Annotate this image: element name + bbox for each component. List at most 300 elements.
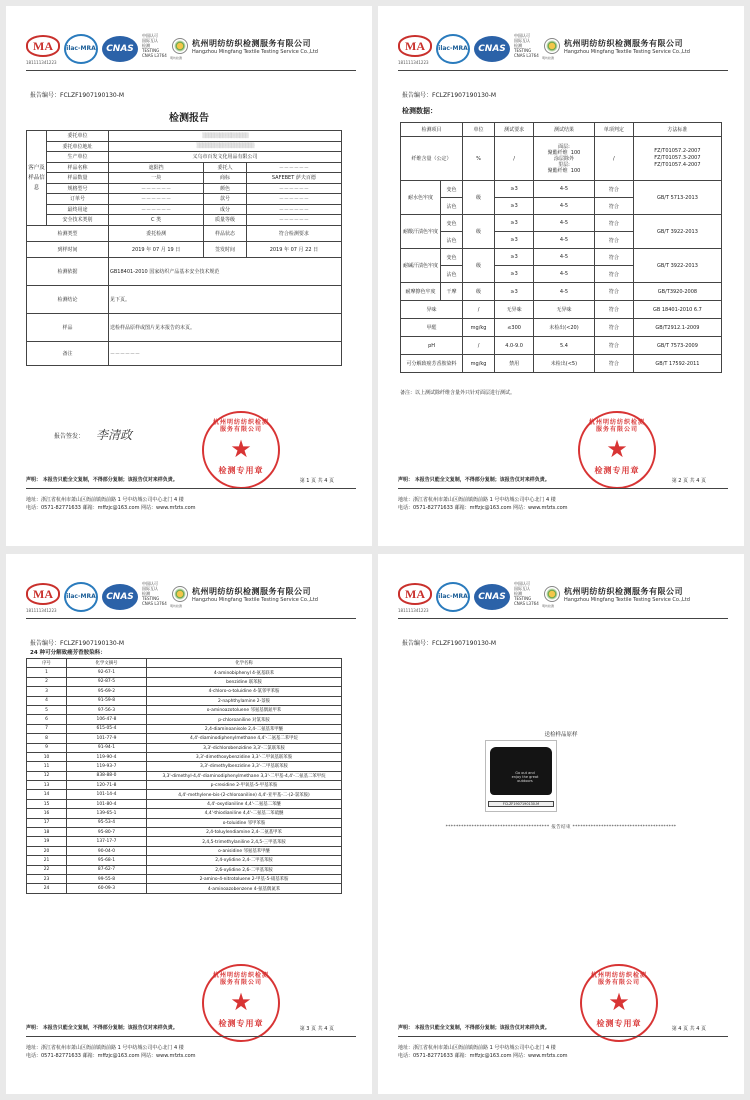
test-basis: GB18401-2010 国家纺织产品基本安全技术规范 <box>109 257 342 285</box>
judgement: 符合 <box>594 266 633 283</box>
field-label: 委托单位 <box>47 131 109 142</box>
field-value: －－－－－－ <box>109 194 204 205</box>
judgement: 符合 <box>594 249 633 266</box>
field-value: 一块 <box>109 173 204 184</box>
test-item: 耐碱汗渍色牢度 <box>401 249 441 283</box>
cma-logo: MA <box>398 583 432 605</box>
stamp-ring-text: 杭州明纺纺织检测服务有限公司 <box>212 419 269 433</box>
client-name-redacted: ▒▒▒▒▒▒▒▒▒▒▒▒▒▒▒▒ <box>109 131 342 142</box>
client-sample-table <box>26 130 342 366</box>
test-item: 甲醛 <box>401 319 463 337</box>
mingfang-logo-text: 明坊检测 <box>542 56 555 60</box>
cma-number: 181111341223 <box>26 60 57 65</box>
judgement: / <box>594 137 633 181</box>
sub-item: 变色 <box>441 181 463 198</box>
cas-number: 91-59-8 <box>67 696 147 705</box>
cas-number: 60-09-3 <box>67 884 147 893</box>
cas-number: 120-71-8 <box>67 781 147 790</box>
row-number: 17 <box>27 818 67 827</box>
declaration: 声明： 本报告只能全文复制，不得部分复制；该报告仅对来样负责。 <box>26 477 178 483</box>
cnas-logo: CNAS <box>474 36 510 62</box>
cas-number: 101-77-9 <box>67 734 147 743</box>
letterhead <box>398 580 728 614</box>
cas-number: 95-80-7 <box>67 828 147 837</box>
stamp-seal-text: 检测专用章 <box>594 466 640 475</box>
mingfang-logo-text: 明坊检测 <box>170 56 183 60</box>
company-name-en: Hangzhou Mingfang Textile Testing Service Co.,Ltd <box>564 597 690 603</box>
field-value: C 类 <box>109 215 204 226</box>
field-label: 检测结论 <box>27 285 109 313</box>
field-label: 款号 <box>204 194 247 205</box>
cma-logo: MA <box>398 35 432 57</box>
chemical-name: 4-chloro-o-toluidine 4-氯邻甲苯胺 <box>147 687 342 696</box>
report-end-marker: **************************************** 报告结束 **************************************** <box>445 825 677 830</box>
chemical-name: 4-aminobiphenyl 4-氨基联苯 <box>147 668 342 677</box>
ilac-mra-logo: ilac-MRA <box>436 582 470 612</box>
unit: 级 <box>463 283 495 301</box>
field-value: 委托检测 <box>109 225 204 241</box>
table-row <box>27 762 342 771</box>
field-label: 商标 <box>204 173 247 184</box>
company-name-en: Hangzhou Mingfang Textile Testing Service Co.,Ltd <box>564 49 690 55</box>
cas-number: 99-55-8 <box>67 874 147 883</box>
cas-number: 615-05-4 <box>67 724 147 733</box>
ilac-mra-logo: ilac-MRA <box>64 34 98 64</box>
signature: 李清政 <box>96 428 133 442</box>
chemical-name: o-toluidine 邻甲苯胺 <box>147 818 342 827</box>
footer-divider <box>26 488 356 489</box>
chemical-name: 2-amino-4-nitrotoluene 2-甲基-5-硝基苯胺 <box>147 874 342 883</box>
field-value: －－－－－－ <box>246 204 341 215</box>
field-label: 检测依据 <box>27 257 109 285</box>
chemical-name: p-chloroaniline 对氯苯胺 <box>147 715 342 724</box>
requirement: / <box>495 137 534 181</box>
table-row <box>27 809 342 818</box>
footer-divider <box>398 1036 728 1037</box>
report-page-4 <box>378 554 744 1094</box>
chemical-name: o-aminoazotoluene 邻氨基偶氮甲苯 <box>147 705 342 714</box>
row-number: 14 <box>27 790 67 799</box>
row-number: 21 <box>27 856 67 865</box>
footer-address: 地址：浙江省杭州市萧山区衙前镇衙前路 1 号中纺城公司中心北门 4 楼 电话：0571-82771633 邮箱：mffzjc@163.com 网站：www.mfzts.com <box>26 1045 196 1059</box>
standard: GB/T 7573-2009 <box>633 337 721 355</box>
declaration: 声明： 本报告只能全文复制，不得部分复制；该报告仅对来样负责。 <box>26 1025 178 1031</box>
ilac-mra-logo: ilac-MRA <box>64 582 98 612</box>
test-item: 耐摩擦色牢度 <box>401 283 441 301</box>
judgement: 符合 <box>594 337 633 355</box>
cma-logo: MA <box>26 35 60 57</box>
cas-number: 91-94-1 <box>67 743 147 752</box>
field-label: 样品 <box>27 313 109 341</box>
field-value: SAFEBET 萨夫百德 <box>246 173 341 184</box>
row-number: 3 <box>27 687 67 696</box>
test-item: 异味 <box>401 301 463 319</box>
company-name-cn: 杭州明纺纺织检测服务有限公司 <box>192 587 311 596</box>
chemical-name: 4-aminoazobenzene 4-氨基偶氮苯 <box>147 884 342 893</box>
declaration: 声明： 本报告只能全文复制，不得部分复制；该报告仅对来样负责。 <box>398 477 550 483</box>
cas-number: 106-47-8 <box>67 715 147 724</box>
table-row <box>27 677 342 686</box>
row-number: 10 <box>27 752 67 761</box>
column-header: 方法标准 <box>633 123 721 137</box>
column-header: 测试要求 <box>495 123 534 137</box>
table-row <box>27 884 342 893</box>
test-conclusion: 见下页。 <box>109 285 342 313</box>
chemical-name: 2,4-toluylendiamine 2,4-二氨基甲苯 <box>147 828 342 837</box>
results-note: 备注：以上测试除纤维含量外只针对面层进行测试。 <box>400 390 516 396</box>
mingfang-logo-icon <box>544 38 560 54</box>
star-icon: ★ <box>608 988 630 1016</box>
cas-number: 838-88-0 <box>67 771 147 780</box>
chemical-name: p-cresidine 2-甲氧基-5-甲基苯胺 <box>147 781 342 790</box>
table-row <box>27 846 342 855</box>
report-page-2 <box>378 6 744 546</box>
stamp-ring-text: 杭州明纺纺织检测服务有限公司 <box>588 419 645 433</box>
data-heading: 检测数据： <box>402 107 437 115</box>
company-name-cn: 杭州明纺纺织检测服务有限公司 <box>564 587 683 596</box>
field-value: －－－－－－ <box>246 183 341 194</box>
header-divider <box>26 618 356 619</box>
row-number: 13 <box>27 781 67 790</box>
sample-note: 送检样品原样或图片见本报告的末页。 <box>109 313 342 341</box>
requirement: ≥3 <box>495 215 534 232</box>
letterhead <box>398 32 728 66</box>
unit: % <box>463 137 495 181</box>
chemical-name: 2-naphthylamine 2-萘胺 <box>147 696 342 705</box>
cma-logo: MA <box>26 583 60 605</box>
field-label: 到样时间 <box>27 241 109 257</box>
footer-address: 地址：浙江省杭州市萧山区衙前镇衙前路 1 号中纺城公司中心北门 4 楼 电话：0571-82771633 邮箱：mffzjc@163.com 网站：www.mfzts.com <box>398 1045 568 1059</box>
table-row <box>27 818 342 827</box>
page-number: 第 1 页 共 4 页 <box>299 478 334 484</box>
chemical-name: 2,4-xylidine 2,4-二甲基苯胺 <box>147 856 342 865</box>
requirement: ≥3 <box>495 232 534 249</box>
cnas-logo: CNAS <box>102 584 138 610</box>
report-page-3 <box>6 554 372 1094</box>
row-number: 18 <box>27 828 67 837</box>
result: 4-5 <box>534 249 595 266</box>
field-label: 委托单位地址 <box>47 141 109 152</box>
table-row <box>27 837 342 846</box>
mingfang-logo-text: 明坊检测 <box>542 604 555 608</box>
field-value: －－－－－－ <box>246 194 341 205</box>
letterhead <box>26 32 356 66</box>
chemical-name: 2,4,5-trimethylaniline 2,4,5-三甲基苯胺 <box>147 837 342 846</box>
result: 4-5 <box>534 266 595 283</box>
sample-photo-caption: 送检样品原样 <box>544 732 578 738</box>
cas-number: 95-68-1 <box>67 856 147 865</box>
table-row <box>27 874 342 883</box>
page-number: 第 4 页 共 4 页 <box>671 1026 706 1032</box>
row-number: 16 <box>27 809 67 818</box>
standard: GB/T 5713-2013 <box>633 181 721 215</box>
cas-number: 87-62-7 <box>67 865 147 874</box>
row-number: 12 <box>27 771 67 780</box>
stamp-seal-text: 检测专用章 <box>596 1019 642 1028</box>
chemical-name: 4,4'-oxydianiline 4,4'-二氨基二苯醚 <box>147 799 342 808</box>
field-value: －－－－－－ <box>246 162 341 173</box>
row-number: 8 <box>27 734 67 743</box>
cnas-logo: CNAS <box>474 584 510 610</box>
column-header: 序号 <box>27 659 67 668</box>
column-header: 测试结果 <box>534 123 595 137</box>
table-row <box>27 781 342 790</box>
row-number: 20 <box>27 846 67 855</box>
side-label: 客户及样品信息 <box>27 131 47 226</box>
judgement: 符合 <box>594 198 633 215</box>
client-address-redacted: ▒▒▒▒▒▒▒▒▒▒▒▒▒▒▒▒▒▒▒▒ <box>109 141 342 152</box>
unit: / <box>463 301 495 319</box>
field-label: 成分 <box>204 204 247 215</box>
cas-number: 97-56-3 <box>67 705 147 714</box>
requirement: ≥3 <box>495 283 534 301</box>
mingfang-logo-icon <box>172 38 188 54</box>
report-number: 报告编号：FCLZF1907190130-M <box>402 640 497 647</box>
amines-table-body <box>27 668 342 893</box>
result: 5.4 <box>534 337 595 355</box>
field-label: 样品状态 <box>204 225 247 241</box>
mingfang-logo-icon <box>172 586 188 602</box>
field-value: 符合检测要求 <box>246 225 341 241</box>
field-value: －－－－－－ <box>246 215 341 226</box>
unit: mg/kg <box>463 319 495 337</box>
table-row <box>27 771 342 780</box>
table-row <box>27 668 342 677</box>
header-divider <box>398 70 728 71</box>
table-row <box>27 752 342 761</box>
footer-address: 地址：浙江省杭州市萧山区衙前镇衙前路 1 号中纺城公司中心北门 4 楼 电话：0571-82771633 邮箱：mffzjc@163.com 网站：www.mfzts.com <box>398 497 568 511</box>
report-title: 检测报告 <box>169 113 209 124</box>
stamp-ring-text: 杭州明纺纺织检测服务有限公司 <box>212 972 269 986</box>
mingfang-logo-icon <box>544 586 560 602</box>
unit: 级 <box>463 215 495 249</box>
field-label: 委托人 <box>204 162 247 173</box>
judgement: 符合 <box>594 232 633 249</box>
cas-number: 92-67-1 <box>67 668 147 677</box>
table-row <box>27 799 342 808</box>
stamp-seal-text: 检测专用章 <box>218 1019 264 1028</box>
row-number: 23 <box>27 874 67 883</box>
field-label: 质量等级 <box>204 215 247 226</box>
result: 4-5 <box>534 181 595 198</box>
standard: GB/T3920-2008 <box>633 283 721 301</box>
chemical-name: 4,4'-thiodianiline 4,4'-二氨基二苯硫醚 <box>147 809 342 818</box>
fiber-result: 面层: 聚酯纤维 100 涂层除外 里层: 聚酯纤维 100 <box>534 137 595 181</box>
cas-number: 101-14-4 <box>67 790 147 799</box>
cas-number: 119-93-7 <box>67 762 147 771</box>
field-label: 安全技术类别 <box>47 215 109 226</box>
standard: GB/T 3922-2013 <box>633 249 721 283</box>
row-number: 22 <box>27 865 67 874</box>
field-label: 规格型号 <box>47 183 109 194</box>
cnas-info: 中国认可 国际互认 检测 TESTING CNAS L3764 <box>514 33 539 58</box>
judgement: 符合 <box>594 355 633 373</box>
standard: GB/T 17592-2011 <box>633 355 721 373</box>
chemical-name: 2,4-diaminoanisole 2,4-二氨基苯甲醚 <box>147 724 342 733</box>
cas-number: 90-04-0 <box>67 846 147 855</box>
table-row <box>27 856 342 865</box>
result: 4-5 <box>534 232 595 249</box>
signer-label: 报告签发： <box>54 433 85 440</box>
table-row <box>27 743 342 752</box>
column-header: 检测项目 <box>401 123 463 137</box>
unit: 级 <box>463 181 495 215</box>
field-label: 最终用途 <box>47 204 109 215</box>
field-label: 颜色 <box>204 183 247 194</box>
judgement: 符合 <box>594 283 633 301</box>
field-value: －－－－－－ <box>109 183 204 194</box>
judgement: 符合 <box>594 301 633 319</box>
test-item: pH <box>401 337 463 355</box>
stamp-ring-text: 杭州明纺纺织检测服务有限公司 <box>590 972 647 986</box>
requirement: ≥3 <box>495 198 534 215</box>
unit: 级 <box>463 249 495 283</box>
test-item: 可分解致癌芳香胺染料 <box>401 355 463 373</box>
table-row <box>27 687 342 696</box>
row-number: 11 <box>27 762 67 771</box>
requirement: ≤300 <box>495 319 534 337</box>
chemical-name: 4,4'-methylene-bis-(2-chloroaniline) 4,4'-亚甲基-二-(2-氯苯胺) <box>147 790 342 799</box>
row-number: 9 <box>27 743 67 752</box>
page-number: 第 3 页 共 4 页 <box>299 1026 334 1032</box>
report-number: 报告编号：FCLZF1907190130-M <box>30 640 125 647</box>
field-label: 生产单位 <box>47 152 109 163</box>
footer-divider <box>398 488 728 489</box>
stamp-seal-text: 检测专用章 <box>218 466 264 475</box>
cnas-info: 中国认可 国际互认 检测 TESTING CNAS L3764 <box>514 581 539 606</box>
cnas-logo: CNAS <box>102 36 138 62</box>
star-icon: ★ <box>230 988 252 1016</box>
table-row <box>27 865 342 874</box>
ilac-mra-logo: ilac-MRA <box>436 34 470 64</box>
company-name-en: Hangzhou Mingfang Textile Testing Service Co.,Ltd <box>192 49 318 55</box>
result: 4-5 <box>534 283 595 301</box>
field-label: 订单号 <box>47 194 109 205</box>
field-label: 样品名称 <box>47 162 109 173</box>
column-header: 单项判定 <box>594 123 633 137</box>
cma-number: 181111341223 <box>26 608 57 613</box>
result: 未检出(<5) <box>534 355 595 373</box>
field-value: 遮阳挡 <box>109 162 204 173</box>
table-row <box>27 734 342 743</box>
table-row <box>27 715 342 724</box>
sample-label: FCLZF1907190130-M <box>488 801 554 807</box>
header-divider <box>26 70 356 71</box>
requirement: 4.0-9.0 <box>495 337 534 355</box>
judgement: 符合 <box>594 319 633 337</box>
standard: GB 18401-2010 6.7 <box>633 301 721 319</box>
field-label: 样品数量 <box>47 173 109 184</box>
sample-photo <box>485 740 557 812</box>
table-row <box>27 790 342 799</box>
requirement: 无异味 <box>495 301 534 319</box>
test-item: 耐水色牢度 <box>401 181 441 215</box>
declaration: 声明： 本报告只能全文复制，不得部分复制；该报告仅对来样负责。 <box>398 1025 550 1031</box>
chemical-name: 3,3'-dimethoxybenzidine 3,3'-二甲氧基联苯胺 <box>147 752 342 761</box>
requirement: ≥3 <box>495 181 534 198</box>
row-number: 7 <box>27 724 67 733</box>
standard: GB/T2912.1-2009 <box>633 319 721 337</box>
star-icon: ★ <box>230 435 252 463</box>
star-icon: ★ <box>606 435 628 463</box>
test-item: 耐酸汗渍色牢度 <box>401 215 441 249</box>
cnas-info: 中国认可 国际互认 检测 TESTING CNAS L3764 <box>142 33 167 58</box>
row-number: 15 <box>27 799 67 808</box>
cas-number: 137-17-7 <box>67 837 147 846</box>
chemical-name: 3,3'-dichlorobenzidine 3,3'-二氯联苯胺 <box>147 743 342 752</box>
row-number: 6 <box>27 715 67 724</box>
report-page-1 <box>6 6 372 546</box>
requirement: ≥3 <box>495 249 534 266</box>
chemical-name: 3,3'-dimethylbenzidine 3,3'-二甲基联苯胺 <box>147 762 342 771</box>
arrival-date: 2019 年 07 月 19 日 <box>109 241 204 257</box>
result: 4-5 <box>534 215 595 232</box>
row-number: 24 <box>27 884 67 893</box>
result: 无异味 <box>534 301 595 319</box>
cma-number: 181111341223 <box>398 60 429 65</box>
cas-number: 139-65-1 <box>67 809 147 818</box>
row-number: 1 <box>27 668 67 677</box>
manufacturer-value: 义乌市百发文化用品有限公司 <box>109 152 342 163</box>
unit: / <box>463 337 495 355</box>
standard: GB/T 3922-2013 <box>633 215 721 249</box>
table-row <box>27 828 342 837</box>
test-item: 纤维含量（公定） <box>401 137 463 181</box>
sub-item: 变色 <box>441 249 463 266</box>
company-name-cn: 杭州明纺纺织检测服务有限公司 <box>192 39 311 48</box>
report-number: 报告编号：FCLZF1907190130-M <box>402 92 497 99</box>
footer-divider <box>26 1036 356 1037</box>
sub-item: 沾色 <box>441 266 463 283</box>
sub-item: 干摩 <box>441 283 463 301</box>
report-number: 报告编号：FCLZF1907190130-M <box>30 92 125 99</box>
judgement: 符合 <box>594 215 633 232</box>
sub-item: 沾色 <box>441 232 463 249</box>
chemical-name: benzidine 联苯胺 <box>147 677 342 686</box>
unit: mg/kg <box>463 355 495 373</box>
bag-print-text: Go out and enjoy the great outdoors <box>511 771 539 783</box>
issue-date: 2019 年 07 月 22 日 <box>246 241 341 257</box>
field-value: －－－－－－ <box>109 204 204 215</box>
result: 4-5 <box>534 198 595 215</box>
column-header: 化学名称 <box>147 659 342 668</box>
field-label: 备注 <box>27 341 109 365</box>
chemical-name: 2,6-xylidine 2,6-二甲基苯胺 <box>147 865 342 874</box>
amines-heading: 24 种可分解致癌芳香胺染料： <box>30 650 106 656</box>
table-row <box>27 696 342 705</box>
mingfang-logo-text: 明坊检测 <box>170 604 183 608</box>
cas-number: 92-87-5 <box>67 677 147 686</box>
sub-item: 沾色 <box>441 198 463 215</box>
column-header: 单位 <box>463 123 495 137</box>
cas-number: 119-90-4 <box>67 752 147 761</box>
row-number: 5 <box>27 705 67 714</box>
chemical-name: 3,3'-dimethyl-4,4'-diaminodiphenylmethane 3,3'-二甲基-4,4'-二氨基二苯甲烷 <box>147 771 342 780</box>
footer-address: 地址：浙江省杭州市萧山区衙前镇衙前路 1 号中纺城公司中心北门 4 楼 电话：0571-82771633 邮箱：mffzjc@163.com 网站：www.mfzts.com <box>26 497 196 511</box>
row-number: 2 <box>27 677 67 686</box>
standard: FZ/T01057.2-2007 FZ/T01057.3-2007 FZ/T01057.4-2007 <box>633 137 721 181</box>
sub-item: 变色 <box>441 215 463 232</box>
result: 未检出(<20) <box>534 319 595 337</box>
field-label: 检测类型 <box>27 225 109 241</box>
cas-number: 101-80-4 <box>67 799 147 808</box>
chemical-name: 4,4'-diaminodiphenylmethane 4,4'-二氨基二苯甲烷 <box>147 734 342 743</box>
company-name-en: Hangzhou Mingfang Textile Testing Service Co.,Ltd <box>192 597 318 603</box>
letterhead <box>26 580 356 614</box>
column-header: 化学文摘号 <box>67 659 147 668</box>
cas-number: 95-69-2 <box>67 687 147 696</box>
cma-number: 181111341223 <box>398 608 429 613</box>
